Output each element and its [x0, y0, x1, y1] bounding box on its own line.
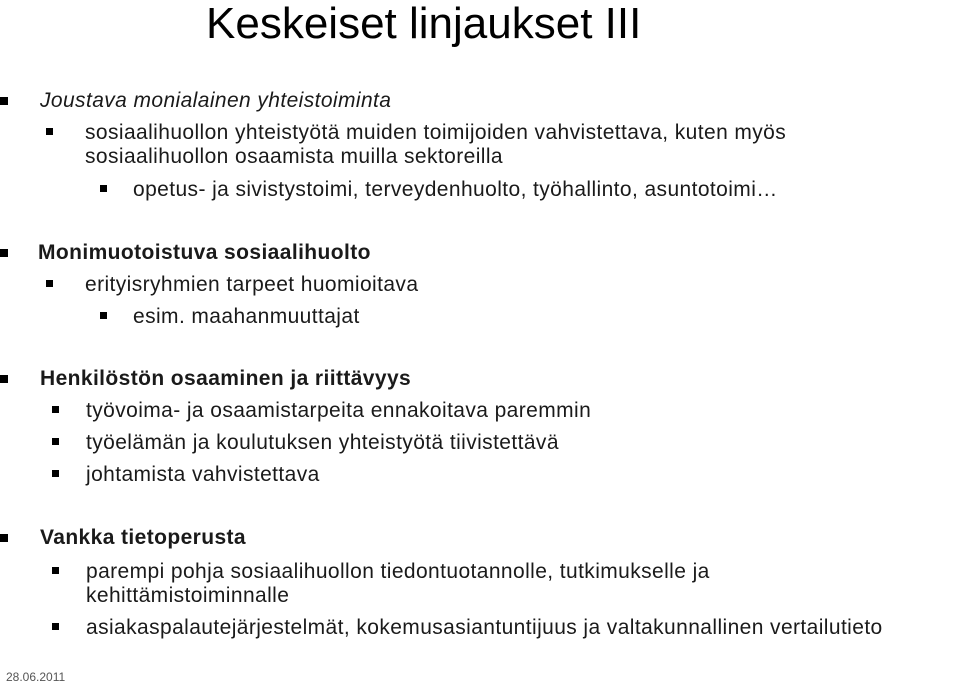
section-heading-text: Joustava monialainen yhteistoiminta	[40, 89, 392, 112]
section-heading-text: Vankka tietoperusta	[40, 526, 247, 549]
list-item	[52, 616, 932, 640]
list-subitem	[100, 178, 778, 202]
list-subitem-text: opetus- ja sivistystoimi, terveydenhuolto, työhallinto, asuntotoimi…	[133, 178, 778, 201]
list-item	[46, 121, 926, 169]
list-item	[52, 431, 559, 455]
list-item-text: erityisryhmien tarpeet huomioitava	[85, 273, 419, 296]
square-bullet-icon	[52, 470, 59, 477]
list-subitem-text: esim. maahanmuuttajat	[133, 305, 360, 328]
square-bullet-icon	[0, 375, 8, 383]
square-bullet-icon	[46, 280, 53, 287]
section-heading-text: Monimuotoistuva sosiaalihuolto	[38, 241, 371, 264]
list-item-text: asiakaspalautejärjestelmät, kokemusasiantuntijuus ja valtakunnallinen vertailutieto	[86, 616, 883, 639]
list-item-text: johtamista vahvistettava	[86, 463, 320, 486]
section-heading-2	[0, 241, 371, 265]
list-item	[52, 560, 932, 608]
square-bullet-icon	[52, 438, 59, 445]
square-bullet-icon	[46, 128, 53, 135]
list-subitem	[100, 305, 360, 329]
section-heading-3	[0, 367, 411, 391]
section-heading-1	[0, 89, 391, 113]
list-item	[52, 399, 591, 423]
list-item-text: työvoima- ja osaamistarpeita ennakoitava paremmin	[86, 399, 592, 422]
square-bullet-icon	[52, 623, 59, 630]
square-bullet-icon	[52, 567, 59, 574]
list-item	[52, 463, 320, 487]
square-bullet-icon	[100, 185, 107, 192]
square-bullet-icon	[0, 249, 8, 257]
slide-title: Keskeiset linjaukset III	[206, 0, 642, 48]
square-bullet-icon	[0, 534, 8, 542]
square-bullet-icon	[100, 312, 107, 319]
section-heading-4	[0, 526, 246, 550]
list-item	[46, 273, 418, 297]
section-heading-text: Henkilöstön osaaminen ja riittävyys	[40, 367, 412, 390]
footer-date: 28.06.2011	[6, 670, 66, 684]
square-bullet-icon	[0, 97, 8, 105]
square-bullet-icon	[52, 406, 59, 413]
list-item-text: parempi pohja sosiaalihuollon tiedontuotannolle, tutkimukselle ja kehittämistoiminnalle	[86, 560, 710, 607]
list-item-text: työelämän ja koulutuksen yhteistyötä tiivistettävä	[86, 431, 559, 454]
list-item-text: sosiaalihuollon yhteistyötä muiden toimijoiden vahvistettava, kuten myös sosiaalihuollon osaamista muilla sektoreilla	[85, 121, 787, 168]
